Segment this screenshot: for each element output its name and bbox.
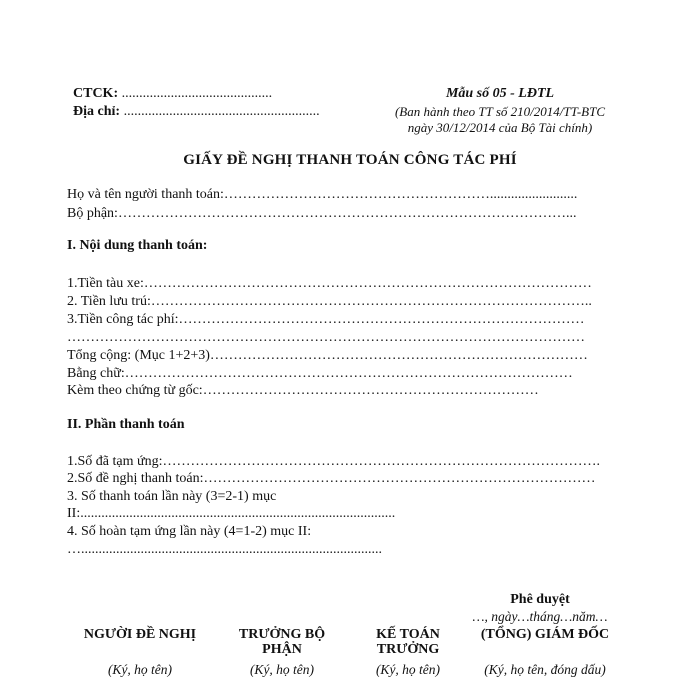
signature-director: [460, 627, 630, 642]
section2-line: …......................................................................................: [67, 542, 382, 557]
form-number: Mẫu số 05 - LĐTL: [445, 86, 555, 101]
section1-total: Tổng cộng: (Mục 1+2+3)………………………………………………………………………: [67, 348, 588, 363]
section2-line: II:..........................................................................................: [67, 506, 396, 521]
signature-chief-accountant-note-wrap: [356, 662, 460, 678]
company-line: [73, 86, 272, 102]
signature-title: NGƯỜI ĐỀ NGHỊ: [83, 627, 197, 642]
signature-requester-note-wrap: [70, 662, 210, 678]
issued-by-line2: ngày 30/12/2014 của Bộ Tài chính): [407, 120, 593, 135]
section2-line: 4. Số hoàn tạm ứng lần này (4=1-2) mục II:: [67, 524, 312, 539]
signature-dept-head-note-wrap: [224, 662, 340, 678]
signature-note: (Ký, họ tên): [375, 662, 441, 677]
section1-line: 2. Tiền lưu trú:…………………………………………………………………………………..: [67, 294, 592, 309]
signature-dept-head: [224, 627, 340, 657]
issued-by-line1: (Ban hành theo TT số 210/2014/TT-BTC: [394, 104, 606, 119]
page-title: GIẤY ĐỀ NGHỊ THANH TOÁN CÔNG TÁC PHÍ: [183, 152, 517, 168]
section1-line: 1.Tiền tàu xe:……………………………………………………………………………………: [67, 276, 592, 291]
address-value: ........................................................: [120, 104, 320, 119]
signature-note: (Ký, họ tên, đóng dấu): [484, 662, 606, 677]
section2-line: 2.Số đề nghị thanh toán:…………………………………………………………………………: [67, 471, 596, 486]
section1-attachments: Kèm theo chứng từ gốc:………………………………………………………………: [67, 383, 539, 398]
signature-note: (Ký, họ tên): [107, 662, 173, 677]
section2-line: 1.Số đã tạm ứng:………………………………………………………………………………….: [67, 454, 600, 469]
section2-line: 3. Số thanh toán lần này (3=2-1) mục: [67, 489, 277, 504]
section1-line: 3.Tiền công tác phí:……………………………………………………………………………: [67, 312, 585, 327]
address-label: Địa chỉ:: [73, 104, 121, 119]
company-value: ...........................................: [118, 86, 273, 101]
section1-in-words: Bằng chữ:……………………………………………………………………………………: [67, 366, 573, 381]
signature-title: TRƯỞNG BỘ PHẬN: [238, 627, 326, 657]
payee-field: Họ và tên người thanh toán:………………………………………………….........................: [67, 187, 578, 202]
signature-director-note-wrap: [460, 662, 630, 678]
approval-label: Phê duyệt: [510, 592, 570, 607]
section1-line: …………………………………………………………………………………………………: [67, 330, 585, 345]
department-field: Bộ phận:……………………………………………………………………………………...: [67, 206, 577, 221]
address-line: [73, 104, 320, 120]
signature-title: KẾ TOÁN TRƯỞNG: [376, 627, 440, 657]
signature-requester: [70, 627, 210, 642]
section1-heading: I. Nội dung thanh toán:: [67, 238, 208, 253]
signature-chief-accountant: [356, 627, 460, 657]
date-line: …, ngày…tháng…năm…: [472, 609, 608, 624]
signature-note: (Ký, họ tên): [249, 662, 315, 677]
section2-heading: II. Phần thanh toán: [67, 417, 185, 432]
signature-title: (TỔNG) GIÁM ĐỐC: [480, 627, 610, 642]
company-label: CTCK:: [73, 86, 119, 101]
